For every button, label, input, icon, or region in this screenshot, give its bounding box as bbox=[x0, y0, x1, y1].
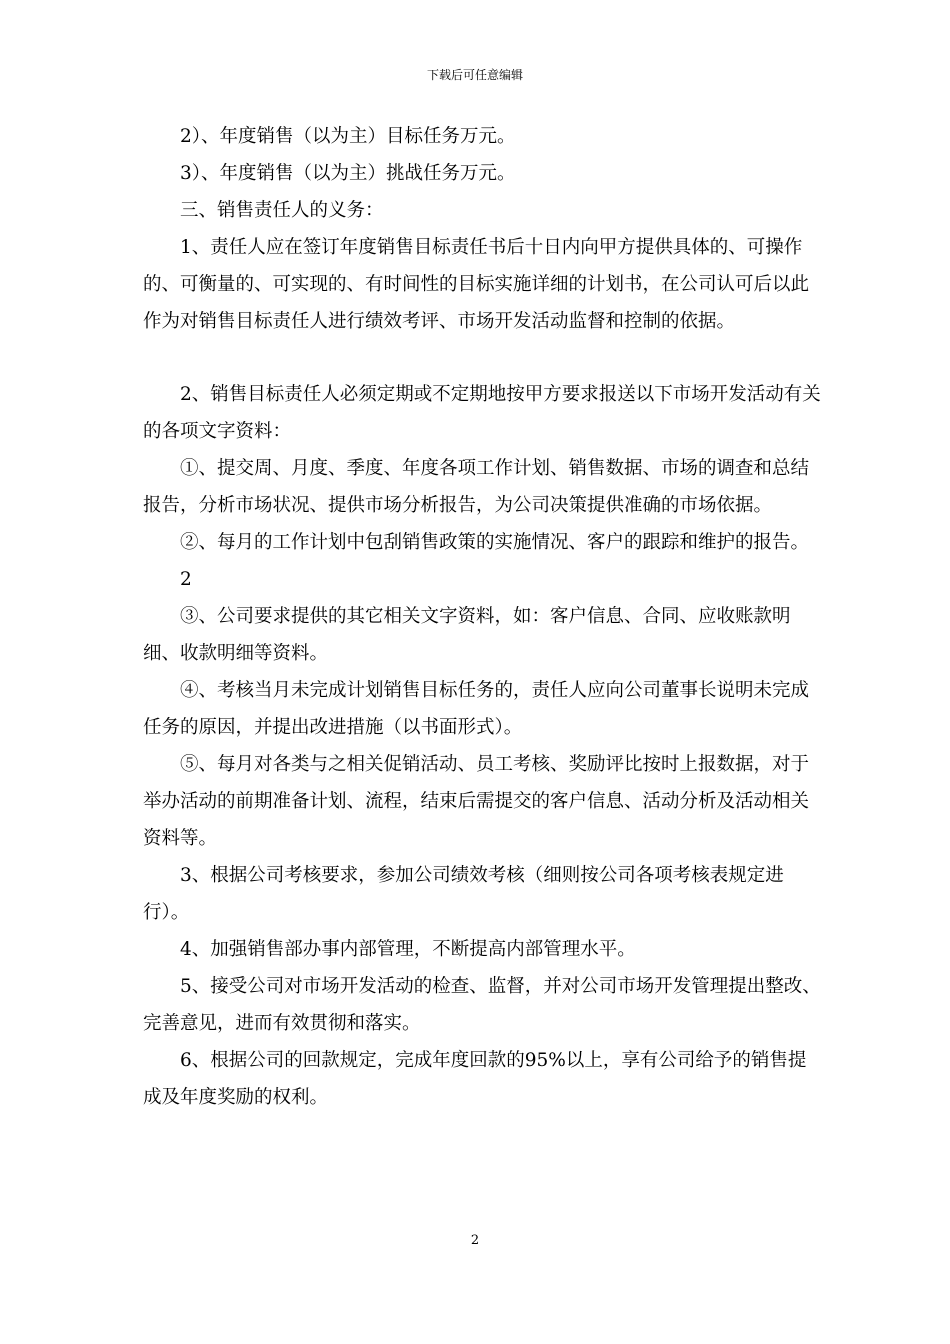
paragraph-annual-target: 2）、年度销售（以为主）目标任务万元。 bbox=[180, 126, 516, 147]
page-footer-number: 2 bbox=[470, 1233, 480, 1248]
paragraph-obligation-3: 3、根据公司考核要求，参加公司绩效考核（细则按公司各项考核表规定进行）。 bbox=[143, 865, 784, 923]
paragraph-gap bbox=[143, 340, 823, 376]
document-body bbox=[143, 118, 823, 1116]
paragraph-item-2: ②、每月的工作计划中包刮销售政策的实施情况、客户的跟踪和维护的报告。 bbox=[180, 532, 810, 553]
page-header: 下载后可任意编辑 bbox=[426, 68, 523, 82]
paragraph-item-4: ④、考核当月未完成计划销售目标任务的，责任人应向公司董事长说明未完成任务的原因，并提出改进措施（以书面形式）。 bbox=[143, 680, 810, 738]
paragraph-obligation-4: 4、加强销售部办事内部管理，不断提高内部管理水平。 bbox=[180, 939, 636, 960]
paragraph-item-5: ⑤、每月对各类与之相关促销活动、员工考核、奖励评比按时上报数据，对于举办活动的前期准备计划、流程，结束后需提交的客户信息、活动分析及活动相关资料等。 bbox=[143, 754, 810, 849]
inline-page-number: 2 bbox=[180, 569, 192, 590]
paragraph-obligation-1: 1、责任人应在签订年度销售目标责任书后十日内向甲方提供具体的、可操作的、可衡量的、可实现的、有时间性的目标实施详细的计划书，在公司认可后以此作为对销售目标责任人进行绩效考评、市场开发活动监督和控制的依据。 bbox=[143, 237, 810, 332]
paragraph-obligation-2: 2、销售目标责任人必须定期或不定期地按甲方要求报送以下市场开发活动有关的各项文字资料： bbox=[143, 384, 821, 442]
paragraph-obligation-6: 6、根据公司的回款规定，完成年度回款的95%以上，享有公司给予的销售提成及年度奖励的权利。 bbox=[143, 1050, 807, 1108]
section-heading-obligations: 三、销售责任人的义务： bbox=[180, 200, 384, 221]
paragraph-item-3: ③、公司要求提供的其它相关文字资料，如：客户信息、合同、应收账款明细、收款明细等资料。 bbox=[143, 606, 791, 664]
paragraph-item-1: ①、提交周、月度、季度、年度各项工作计划、销售数据、市场的调查和总结报告，分析市场状况、提供市场分析报告，为公司决策提供准确的市场依据。 bbox=[143, 458, 810, 516]
paragraph-obligation-5: 5、接受公司对市场开发活动的检查、监督，并对公司市场开发管理提出整改、完善意见，进而有效贯彻和落实。 bbox=[143, 976, 821, 1034]
paragraph-annual-challenge: 3）、年度销售（以为主）挑战任务万元。 bbox=[180, 163, 516, 184]
